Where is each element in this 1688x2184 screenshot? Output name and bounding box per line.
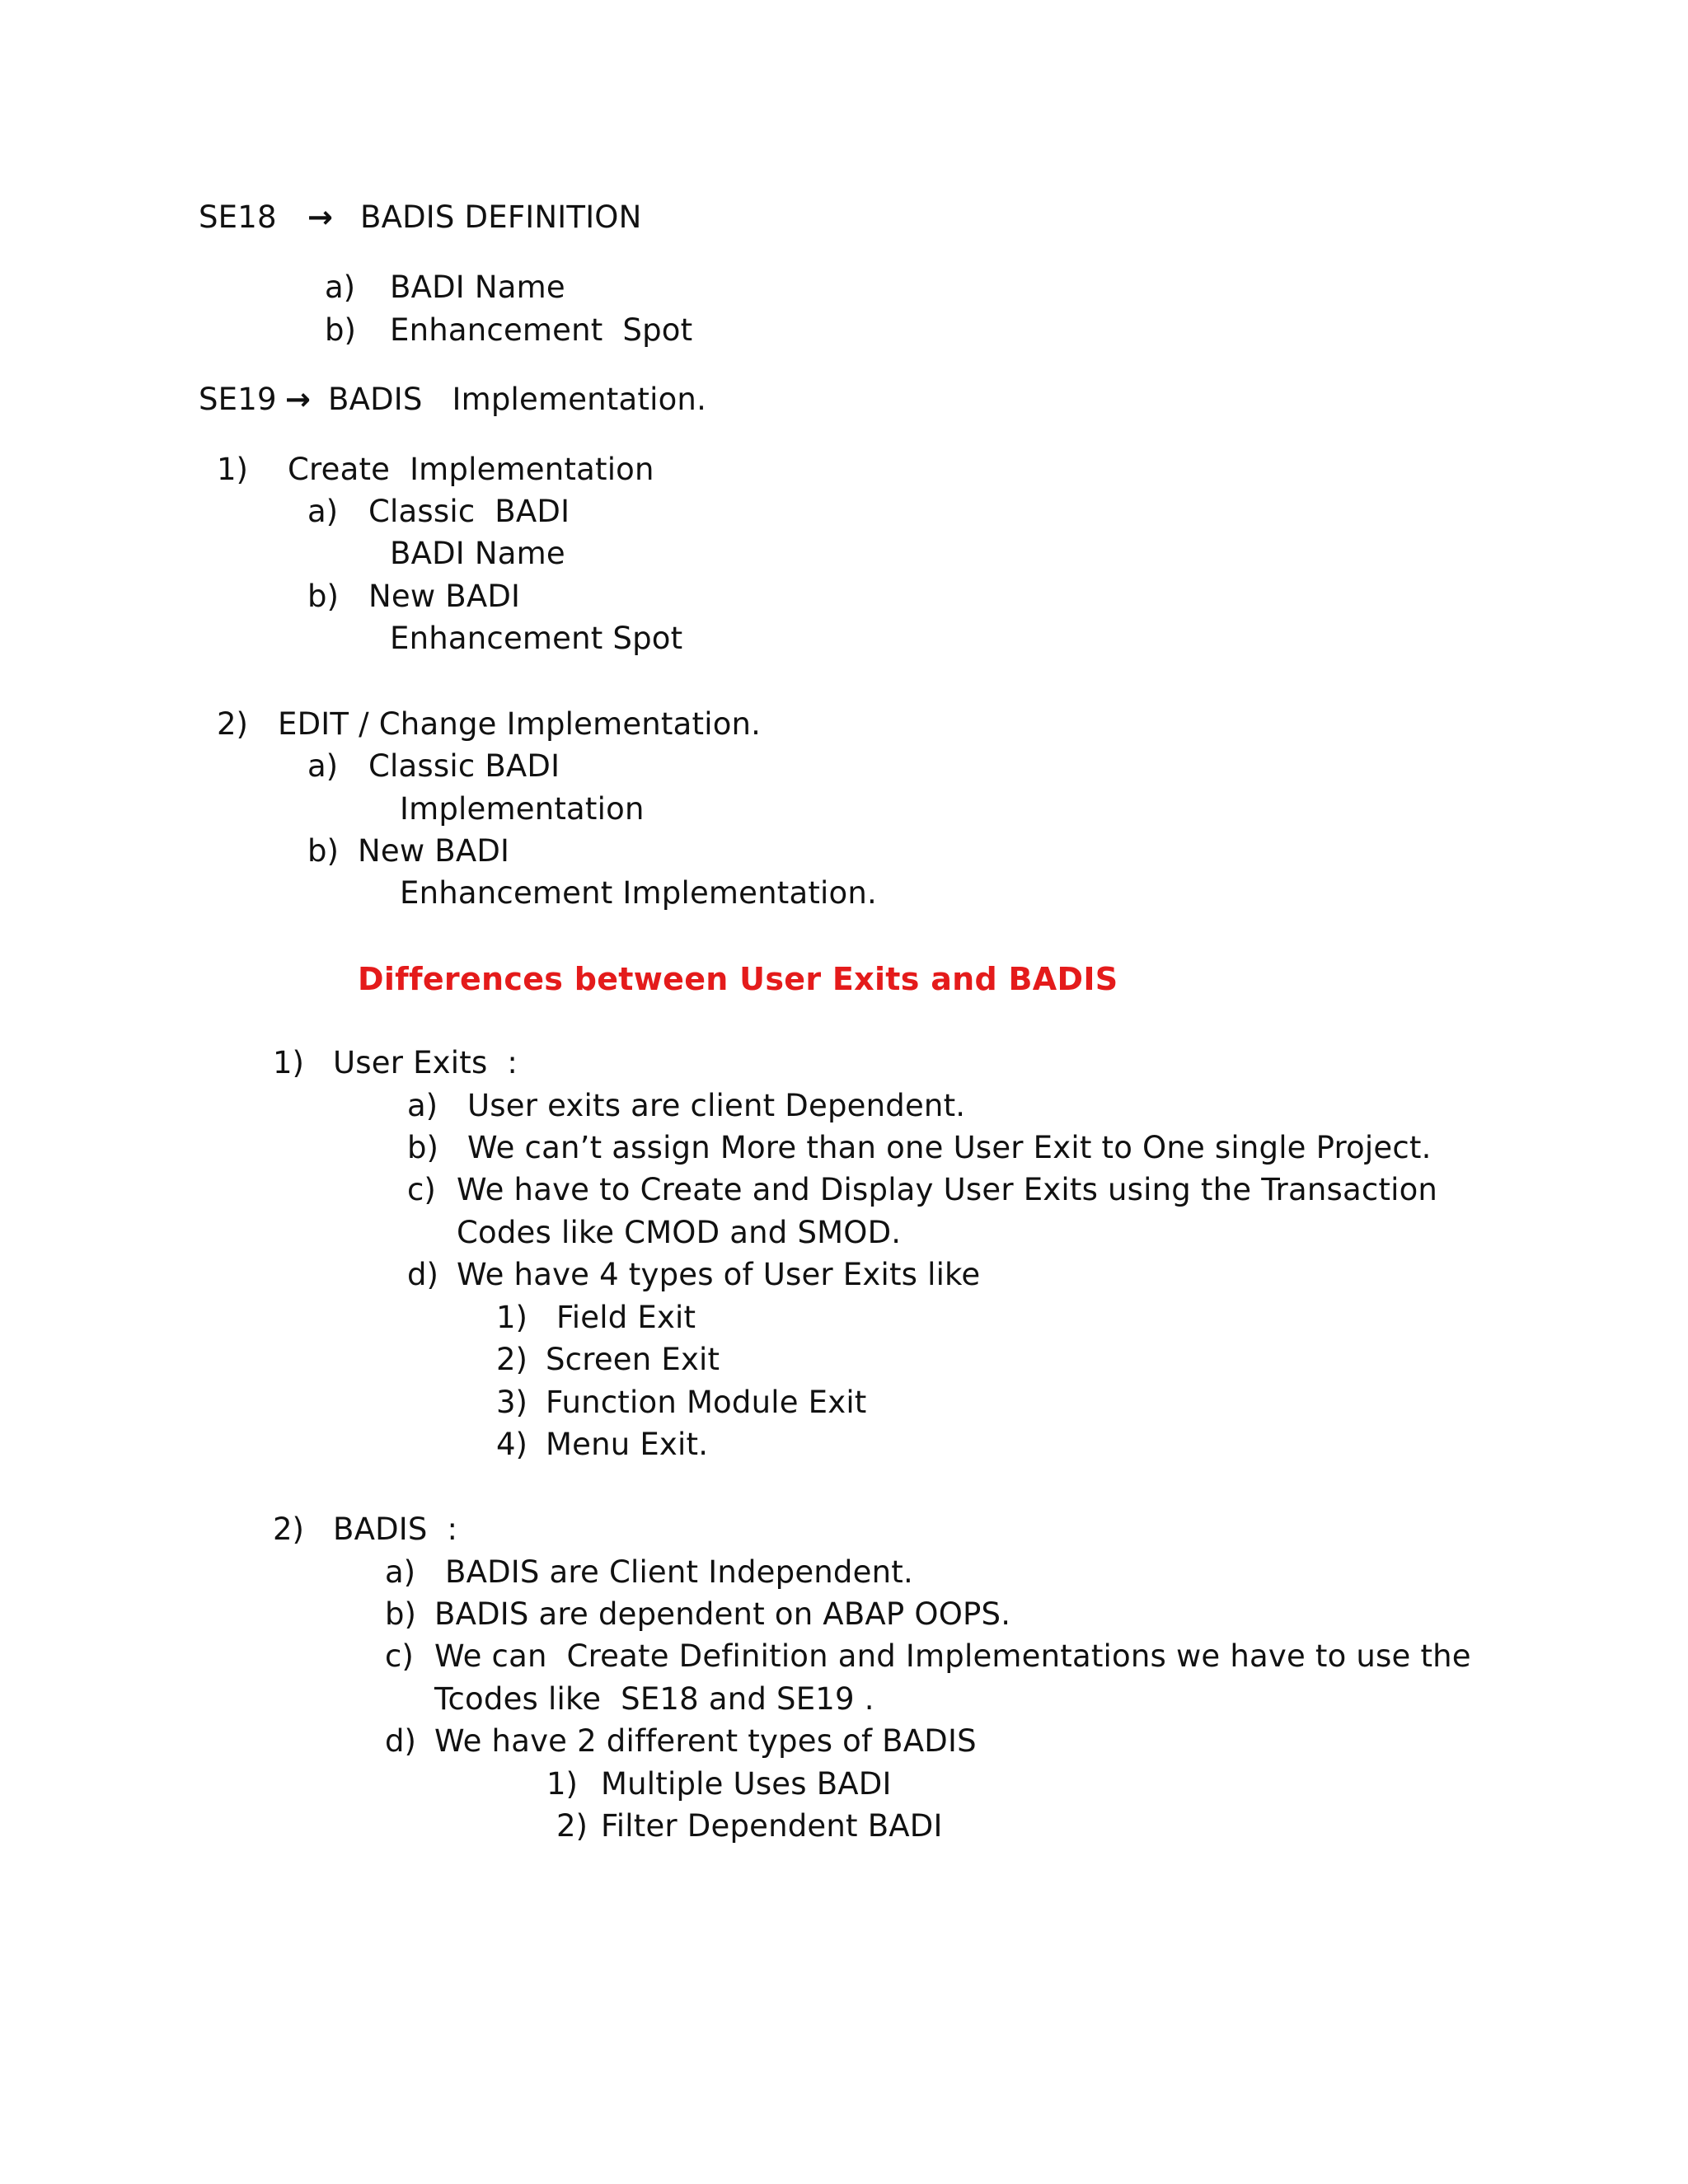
edit-b-text: New BADI	[358, 833, 510, 869]
se18-label: BADIS DEFINITION	[360, 199, 642, 235]
badis-heading: BADIS :	[333, 1511, 458, 1547]
edit-a-marker: a)	[307, 748, 339, 784]
create-heading: Create Implementation	[288, 452, 654, 487]
edit-heading: EDIT / Change Implementation.	[278, 706, 762, 742]
user-exit-type-screen: Screen Exit	[546, 1342, 720, 1377]
badis-c-text-2: Tcodes like SE18 and SE19 .	[434, 1681, 874, 1717]
create-a-marker: a)	[307, 494, 339, 529]
se18-code: SE18	[199, 199, 277, 235]
user-exit-type-marker: 3)	[496, 1385, 528, 1420]
badis-c-text-1: We can Create Definition and Implementations we have to use the	[434, 1638, 1471, 1674]
badis-a-text: BADIS are Client Independent.	[445, 1554, 913, 1590]
user-exits-c-marker: c)	[407, 1172, 436, 1207]
se19-code: SE19	[199, 382, 277, 417]
badis-c-marker: c)	[385, 1638, 414, 1674]
user-exit-type-menu: Menu Exit.	[546, 1427, 709, 1462]
se18-item-badi-name: BADI Name	[390, 269, 565, 305]
edit-marker: 2)	[217, 706, 248, 742]
user-exits-marker: 1)	[273, 1045, 304, 1080]
badis-b-marker: b)	[385, 1596, 416, 1632]
user-exits-heading: User Exits :	[333, 1045, 518, 1080]
create-a-sub: BADI Name	[390, 536, 565, 571]
user-exits-c-text-2: Codes like CMOD and SMOD.	[457, 1215, 902, 1250]
badis-d-text: We have 2 different types of BADIS	[434, 1723, 977, 1759]
edit-b-sub: Enhancement Implementation.	[400, 875, 877, 911]
user-exit-type-field: Field Exit	[556, 1300, 696, 1335]
edit-a-text: Classic BADI	[368, 748, 560, 784]
user-exits-d-marker: d)	[407, 1257, 438, 1292]
badi-type-marker: 1)	[546, 1766, 578, 1802]
arrow-icon: →	[307, 199, 334, 235]
user-exit-type-marker: 4)	[496, 1427, 528, 1462]
create-b-text: New BADI	[368, 579, 521, 614]
user-exits-d-text: We have 4 types of User Exits like	[457, 1257, 981, 1292]
create-a-text: Classic BADI	[368, 494, 570, 529]
badis-marker: 2)	[273, 1511, 304, 1547]
user-exits-c-text-1: We have to Create and Display User Exits using the Transaction	[457, 1172, 1438, 1207]
user-exit-type-function-module: Function Module Exit	[546, 1385, 867, 1420]
user-exits-a-marker: a)	[407, 1088, 438, 1123]
user-exits-b-text: We can’t assign More than one User Exit to One single Project.	[467, 1130, 1432, 1165]
user-exit-type-marker: 2)	[496, 1342, 528, 1377]
se18-item-marker: a)	[325, 269, 356, 305]
edit-b-marker: b)	[307, 833, 339, 869]
badi-type-multiple-uses: Multiple Uses BADI	[601, 1766, 892, 1802]
badi-type-marker: 2)	[556, 1808, 588, 1844]
create-marker: 1)	[217, 452, 248, 487]
differences-title: Differences between User Exits and BADIS	[358, 961, 1118, 997]
badis-d-marker: d)	[385, 1723, 416, 1759]
user-exits-b-marker: b)	[407, 1130, 438, 1165]
badis-a-marker: a)	[385, 1554, 416, 1590]
badis-b-text: BADIS are dependent on ABAP OOPS.	[434, 1596, 1011, 1632]
user-exit-type-marker: 1)	[496, 1300, 528, 1335]
se19-label: BADIS Implementation.	[328, 382, 707, 417]
se18-item-enhancement-spot: Enhancement Spot	[390, 312, 693, 348]
create-b-marker: b)	[307, 579, 339, 614]
arrow-icon: →	[285, 382, 312, 417]
edit-a-sub: Implementation	[400, 791, 645, 827]
create-b-sub: Enhancement Spot	[390, 621, 683, 656]
badi-type-filter-dependent: Filter Dependent BADI	[601, 1808, 943, 1844]
se18-item-marker: b)	[325, 312, 356, 348]
user-exits-a-text: User exits are client Dependent.	[467, 1088, 966, 1123]
